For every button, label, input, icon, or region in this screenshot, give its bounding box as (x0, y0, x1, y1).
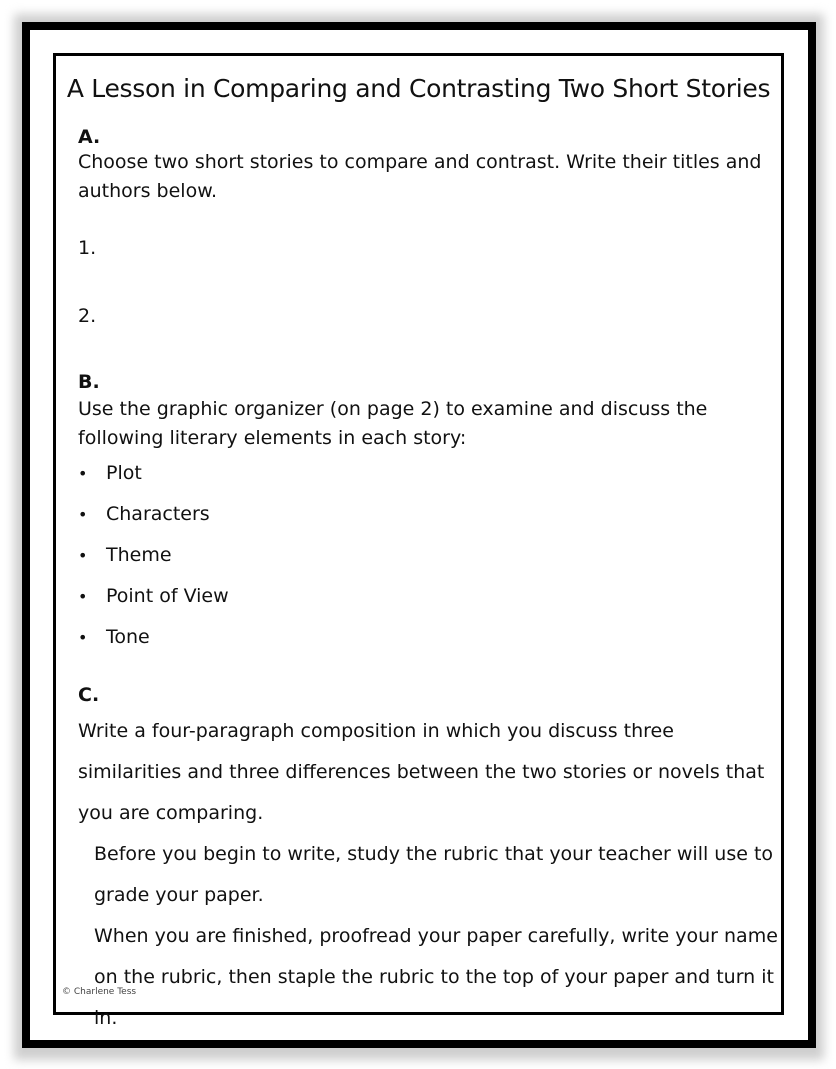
section-a-heading: A. (78, 126, 101, 148)
section-b-instruction: Use the graphic organizer (on page 2) to examine and discuss the following literary elements in each story: (78, 398, 708, 449)
list-item (78, 542, 229, 583)
list-item-label: Theme (106, 544, 172, 566)
list-item-label: Characters (106, 503, 210, 525)
bullet-icon: • (78, 587, 88, 606)
copyright-notice: © Charlene Tess (62, 987, 137, 997)
section-c-paragraph-1: Write a four-paragraph composition in which you discuss three similarities and three differences between the two stories or novels that you are comparing. (78, 720, 765, 824)
section-c-paragraph-2: Before you begin to write, study the rubric that your teacher will use to grade your paper. (94, 843, 774, 906)
bullet-icon: • (78, 546, 88, 565)
section-c-heading: C. (78, 684, 100, 706)
story-item-2: 2. (78, 305, 97, 327)
list-item (78, 460, 229, 501)
story-item-1: 1. (78, 237, 97, 259)
bullet-icon: • (78, 505, 88, 524)
section-a-instruction: Choose two short stories to compare and contrast. Write their titles and authors below. (78, 151, 762, 202)
list-item (78, 501, 229, 542)
list-item-label: Plot (106, 462, 142, 484)
literary-elements-list (78, 460, 229, 665)
list-item (78, 583, 229, 624)
section-b-heading: B. (78, 371, 100, 393)
bullet-icon: • (78, 628, 88, 647)
list-item (78, 624, 229, 665)
page-title: A Lesson in Comparing and Contrasting Two Short Stories (66, 74, 771, 103)
section-c-paragraph-3: When you are finished, proofread your paper carefully, write your name on the rubric, then staple the rubric to the top of your paper and turn it in. (94, 925, 778, 1029)
list-item-label: Tone (106, 626, 150, 648)
bullet-icon: • (78, 464, 88, 483)
list-item-label: Point of View (106, 585, 229, 607)
